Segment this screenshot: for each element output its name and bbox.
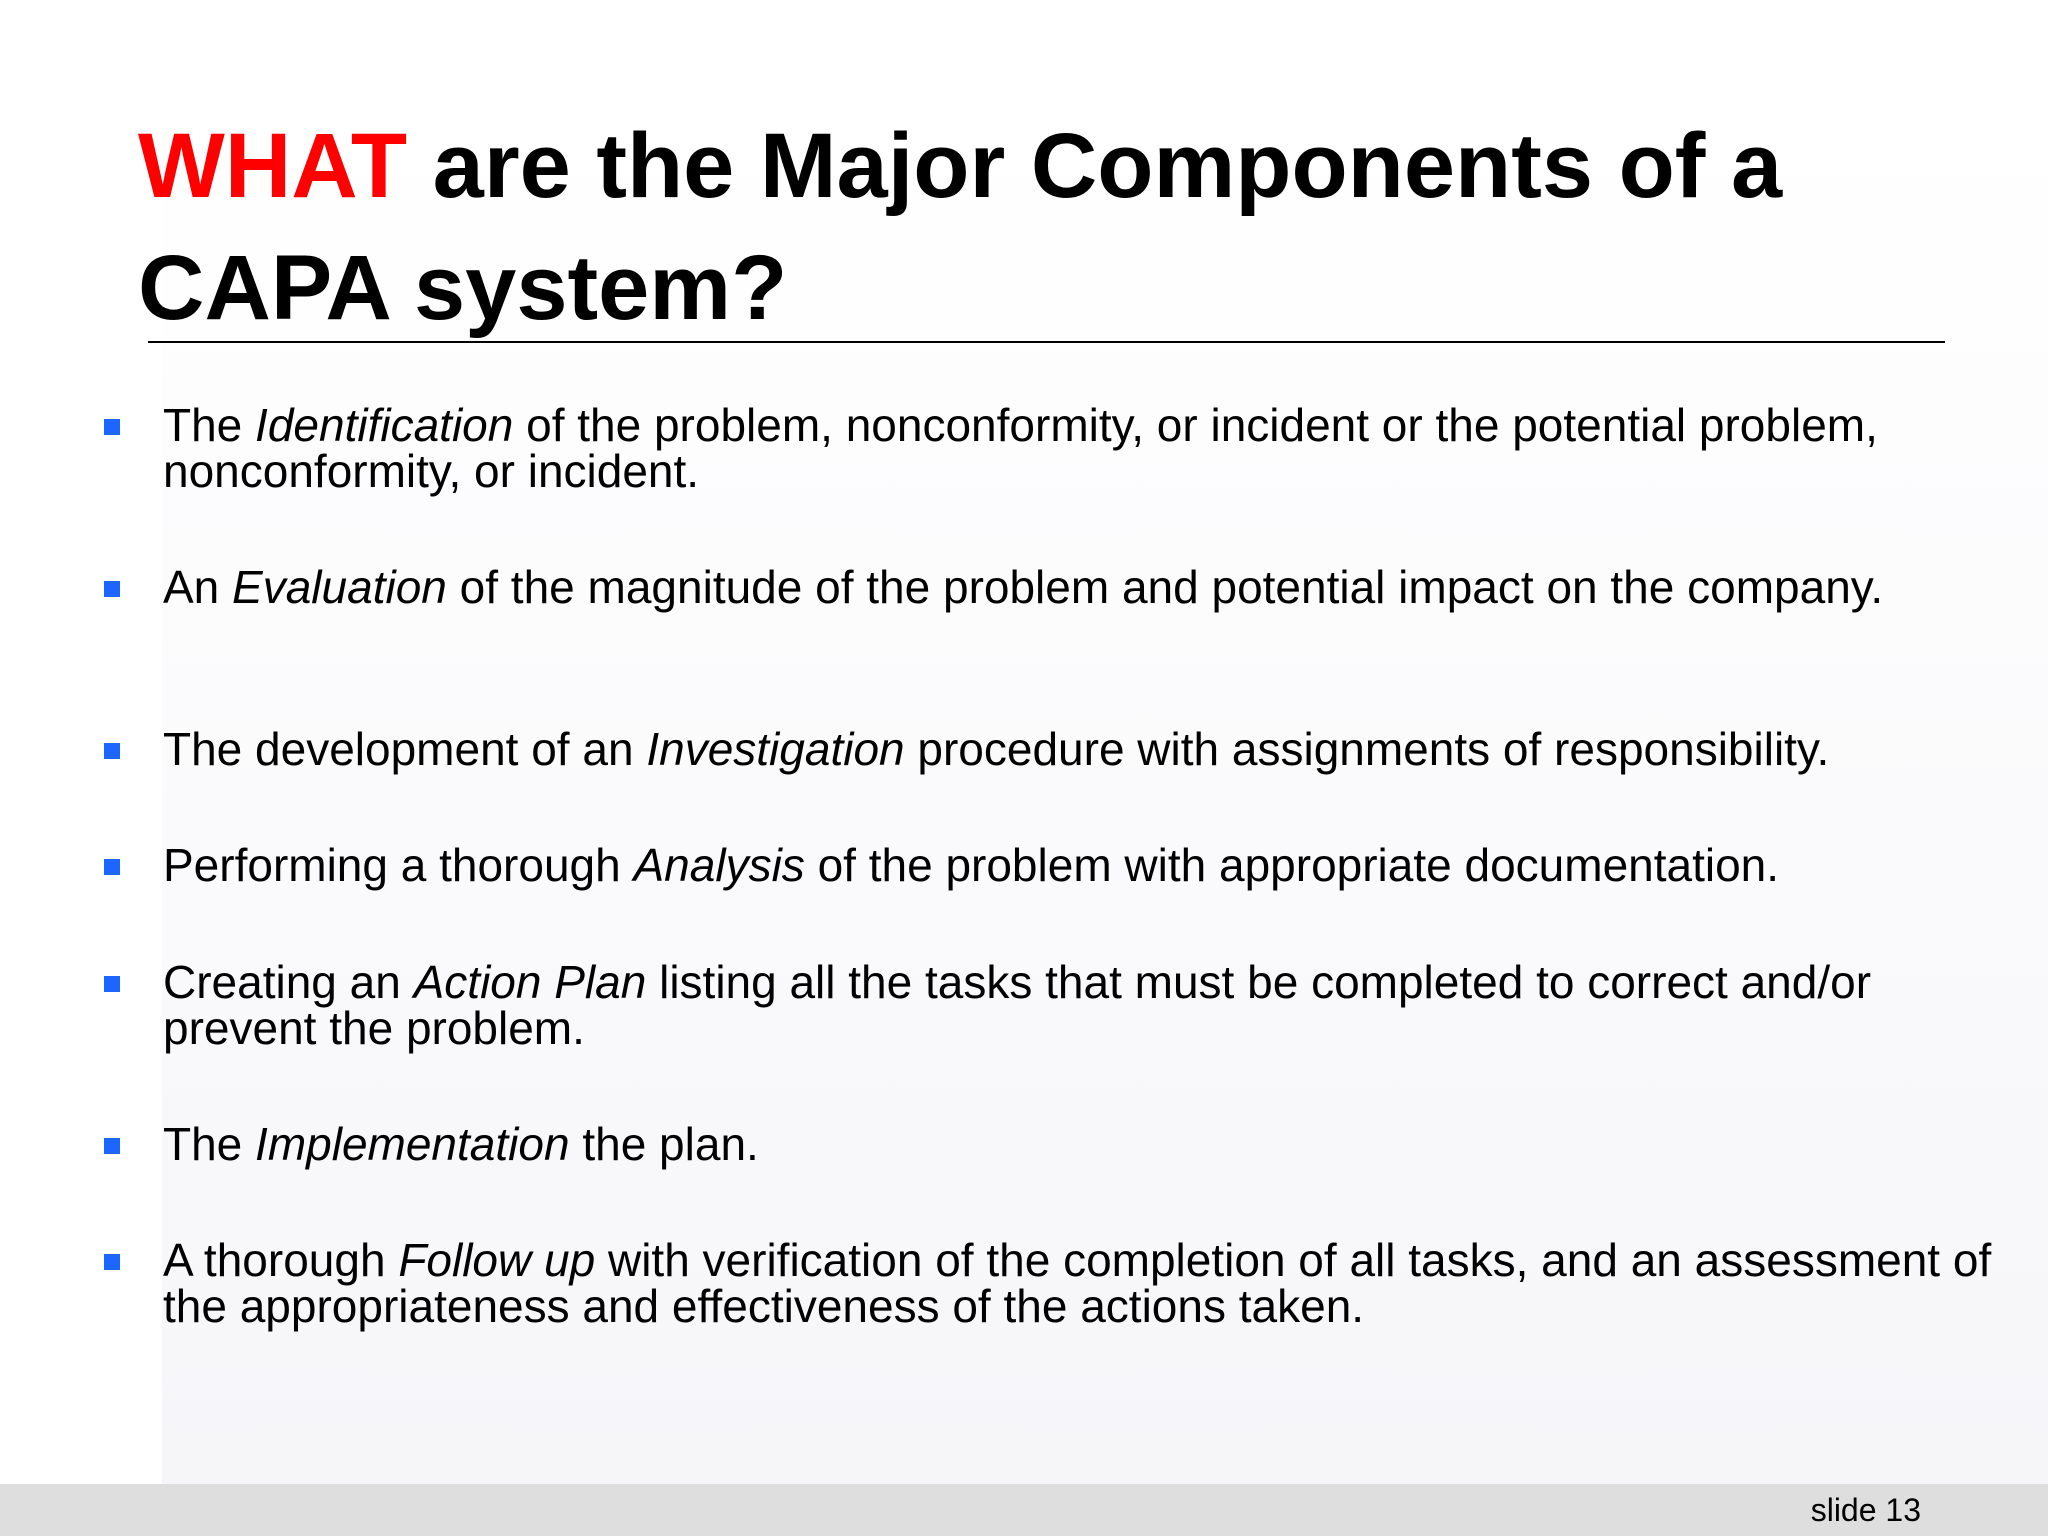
bullet-text [163, 561, 2000, 613]
bullet-text [163, 1234, 2000, 1332]
title-divider [148, 341, 1945, 343]
bullet-term: Implementation [255, 1118, 570, 1170]
bullet-text-rest: with verification of the completion of all tasks, and an assessment of the appropriateness and effectiveness of the actions taken. [163, 1234, 1992, 1332]
bullet-text-rest: the plan. [569, 1118, 759, 1170]
title-accent-word: WHAT [138, 115, 408, 217]
bullet-text-rest: procedure with assignments of responsibility. [904, 723, 1830, 775]
bullet-text-lead: A thorough [163, 1234, 399, 1286]
bullet-text-rest: of the magnitude of the problem and potential impact on the company. [446, 561, 1884, 613]
bullet-term: Evaluation [232, 561, 447, 613]
title-rest: are the Major Components of a CAPA system? [138, 115, 1783, 339]
square-bullet-icon [104, 419, 120, 435]
square-bullet-icon [104, 1254, 120, 1270]
bullet-text-lead: The [163, 1118, 256, 1170]
bullet-text-lead: The [163, 399, 256, 451]
bullet-term: Analysis [633, 839, 805, 891]
bullet-text [163, 1118, 2000, 1170]
bullet-text [163, 723, 2000, 775]
bullet-term: Identification [255, 399, 514, 451]
square-bullet-icon [104, 1138, 120, 1154]
bullet-term: Follow up [398, 1234, 596, 1286]
bullet-text-lead: Performing a thorough [163, 839, 634, 891]
bullet-text [163, 839, 2000, 891]
bullet-term: Investigation [646, 723, 905, 775]
bullet-text-rest: of the problem with appropriate documentation. [804, 839, 1780, 891]
bullet-text-lead: Creating an [163, 956, 414, 1008]
bullet-text-rest: listing all the tasks that must be completed to correct and/or prevent the problem. [163, 956, 1872, 1054]
bullet-text-rest: of the problem, nonconformity, or incident or the potential problem, nonconformity, or incident. [163, 399, 1878, 497]
square-bullet-icon [104, 743, 120, 759]
square-bullet-icon [104, 976, 120, 992]
bullet-text-lead: The development of an [163, 723, 647, 775]
footer-bar [0, 1484, 2048, 1536]
slide-number: slide 13 [1810, 1492, 1921, 1528]
slide-title [138, 105, 1958, 349]
bullet-text [163, 956, 2000, 1054]
bullet-term: Action Plan [413, 956, 647, 1008]
bullet-text-lead: An [163, 561, 233, 613]
bullet-text [163, 399, 2000, 497]
square-bullet-icon [104, 581, 120, 597]
square-bullet-icon [104, 859, 120, 875]
